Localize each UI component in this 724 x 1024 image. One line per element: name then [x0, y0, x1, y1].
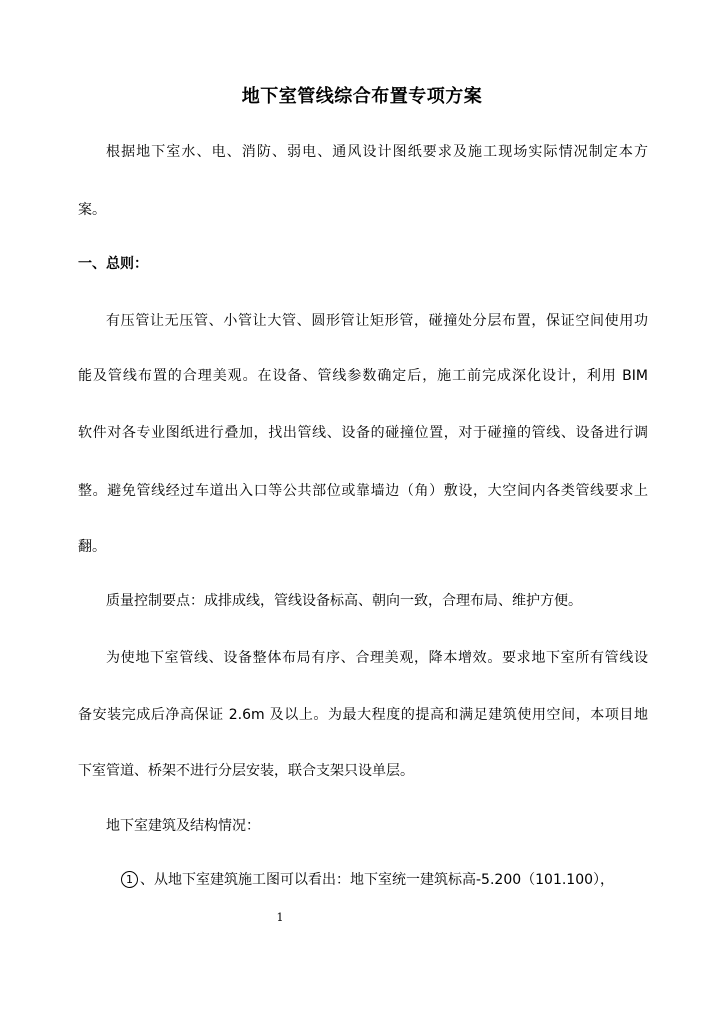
paragraph-line: 备安装完成后净高保证 2.6m 及以上。为最大程度的提高和满足建筑使用空间，本项目地: [78, 707, 648, 723]
paragraph-line: 翻。: [78, 539, 106, 555]
list-item: [121, 870, 614, 890]
intro-line-2: 案。: [78, 202, 106, 218]
paragraph-line: 为使地下室管线、设备整体布局有序、合理美观，降本增效。要求地下室所有管线设: [106, 650, 648, 666]
page-title: 地下室管线综合布置专项方案: [241, 86, 483, 107]
paragraph-line: 软件对各专业图纸进行叠加，找出管线、设备的碰撞位置，对于碰撞的管线、设备进行调: [78, 425, 648, 441]
paragraph-line: 有压管让无压管、小管让大管、圆形管让矩形管，碰撞处分层布置，保证空间使用功: [106, 313, 648, 329]
paragraph-line: 整。避免管线经过车道出入口等公共部位或靠墙边（角）敷设，大空间内各类管线要求上: [78, 483, 648, 499]
quality-control-line: 质量控制要点：成排成线，管线设备标高、朝向一致，合理布局、维护方便。: [106, 593, 582, 609]
circled-number-marker: 1: [121, 871, 138, 888]
intro-line-1: 根据地下室水、电、消防、弱电、通风设计图纸要求及施工现场实际情况制定本方: [106, 144, 648, 160]
paragraph-line: 能及管线布置的合理美观。在设备、管线参数确定后，施工前完成深化设计，利用 BIM: [78, 368, 648, 384]
list-item-text: 、从地下室建筑施工图可以看出：地下室统一建筑标高-5.200（101.100），: [140, 872, 615, 888]
section-heading-general: 一、总则：: [78, 256, 148, 272]
paragraph-line: 下室管道、桥架不进行分层安装，联合支架只设单层。: [78, 763, 414, 779]
structure-heading: 地下室建筑及结构情况：: [106, 818, 260, 834]
page-number: 1: [276, 911, 284, 924]
